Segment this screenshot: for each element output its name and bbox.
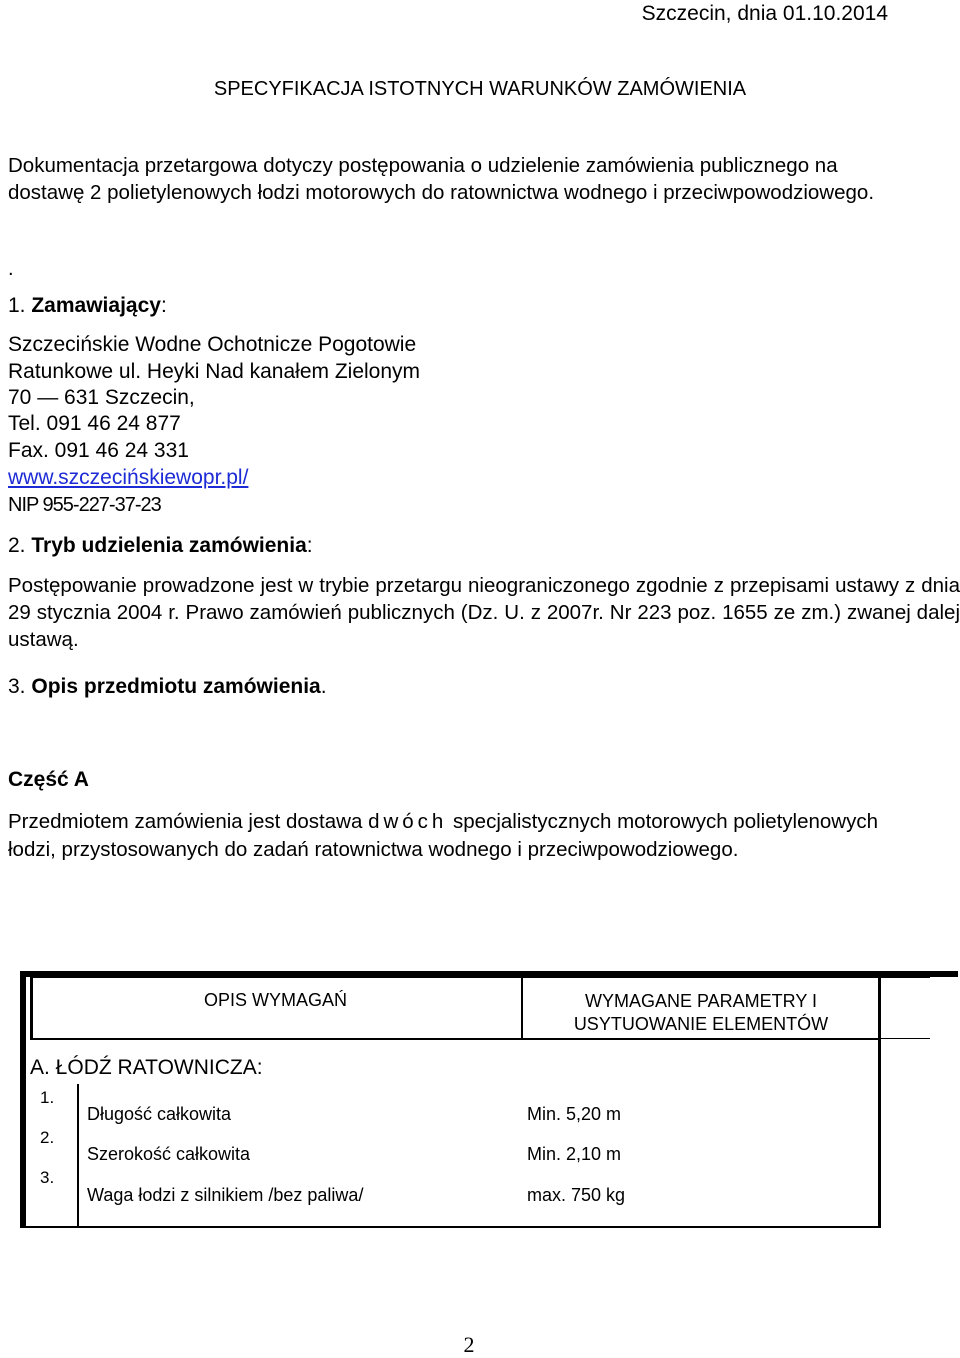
section-number: 1. [8,294,26,317]
intro-paragraph: Dokumentacja przetargowa dotyczy postępowania o udzielenie zamówienia publicznego na dostawę 2 polietylenowych łodzi motorowych do ratownictwa wodnego i przeciwpowodziowego. [8,154,875,204]
section-period: . [320,675,327,698]
table-row-number: 3. [40,1168,55,1187]
table-row-description: Długość całkowita [87,1104,232,1124]
table-row-value: max. 750 kg [527,1185,626,1205]
table-row-description: Szerokość całkowita [87,1144,251,1164]
section-number: 2. [8,534,26,557]
section-title: Opis przedmiotu zamówienia [31,675,321,698]
address-line: Ratunkowe ul. Heyki Nad kanałem Zielonym [8,360,421,383]
table-number-divider [77,1084,79,1227]
table-header-underline [30,1038,880,1040]
table-bottom-border [20,1226,881,1228]
part-spaced-word: dwóch [368,810,448,833]
part-text-before: Przedmiotem zamówienia jest dostawa [8,810,363,833]
table-header-requirements: OPIS WYMAGAŃ [203,990,347,1010]
table-row-value: Min. 5,20 m [527,1104,622,1124]
table-header-parameters: WYMAGANE PARAMETRY I USYTUOWANIE ELEMENTÓW [573,991,829,1034]
page-number: 2 [463,1332,475,1357]
website-link[interactable]: www.szczecińskiewopr.pl/ [8,466,249,489]
section-colon: : [306,534,313,557]
section-3-heading [8,675,327,699]
part-text-after: specjalistycznych motorowych polietylenowych łodzi, przystosowanych do zadań ratownictwa wodnego i przeciwpowodziowego. [8,810,879,861]
document-date: Szczecin, dnia 01.10.2014 [641,2,888,25]
part-a-paragraph [8,808,888,864]
section-1-heading [8,294,167,318]
section-title: Zamawiający [31,294,161,317]
section-title: Tryb udzielenia zamówienia [31,534,307,557]
address-line: Szczecińskie Wodne Ochotnicze Pogotowie [8,333,417,356]
section-colon: : [160,294,167,317]
phone-line: Tel. 091 46 24 877 [8,412,181,435]
table-group-title: A. ŁÓDŹ RATOWNICZA: [30,1056,263,1079]
nip-line: NIP 955-227-37-23 [8,494,161,516]
table-row-number: 2. [40,1128,55,1147]
part-a-heading: Część A [8,768,89,791]
section-number: 3. [8,675,26,698]
table-row-number: 1. [40,1088,55,1107]
section-2-heading [8,534,313,558]
table-row-value: Min. 2,10 m [527,1144,622,1164]
address-line: 70 — 631 Szczecin, [8,386,195,409]
stray-dot: . [8,258,14,280]
document-title: SPECYFIKACJA ISTOTNYCH WARUNKÓW ZAMÓWIENIA [213,78,747,100]
fax-line: Fax. 091 46 24 331 [8,439,189,462]
procedure-paragraph: Postępowanie prowadzone jest w trybie przetargu nieograniczonego zgodnie z przepisami ustawy z dnia 29 stycznia 2004 r. Prawo zamówień publicznych (Dz. U. z 2007r. Nr 223 poz. 1655 ze zm.) zwanej dalej ustawą. [8,574,960,651]
table-row-description: Waga łodzi z silnikiem /bez paliwa/ [87,1185,364,1205]
